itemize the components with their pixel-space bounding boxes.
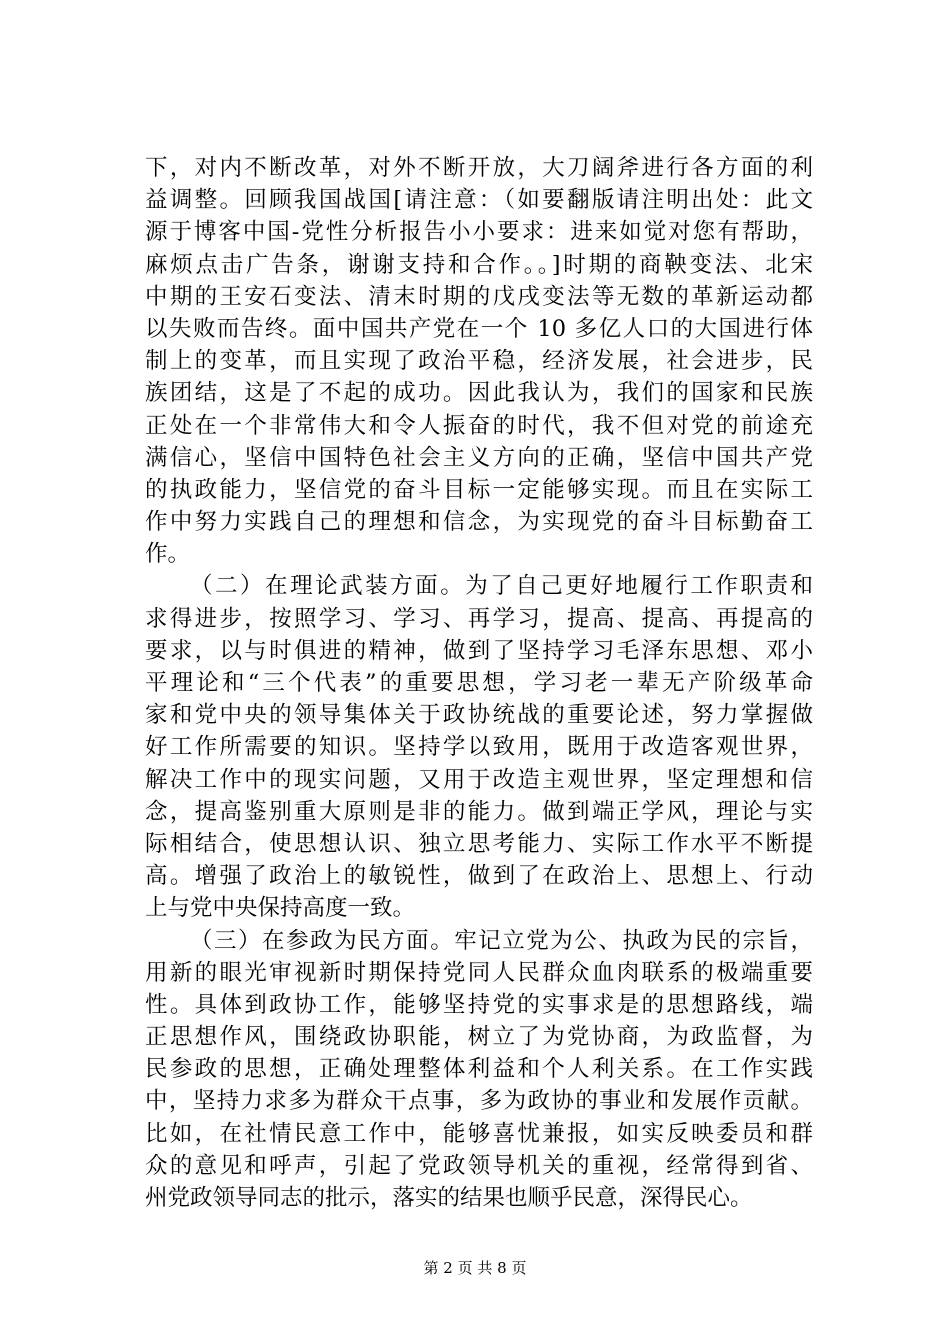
text-line: 念，提高鉴别重大原则是非的能力。做到端正学风，理论与实 (145, 798, 813, 825)
text-line: 用新的眼光审视新时期保持党同人民群众血肉联系的极端重要 (145, 959, 813, 986)
text-line: 中期的王安石变法、清末时期的戊戌变法等无数的革新运动都 (145, 283, 813, 310)
text-line: 求得进步，按照学习、学习、再学习，提高、提高、再提高的 (145, 605, 813, 632)
text-line: 制上的变革，而且实现了政治平稳，经济发展，社会进步，民 (145, 348, 813, 375)
text-line: 性。具体到政协工作，能够坚持党的实事求是的思想路线，端 (145, 991, 813, 1018)
text-line: 满信心，坚信中国特色社会主义方向的正确，坚信中国共产党 (145, 444, 813, 471)
text-line: 作。 (145, 541, 191, 568)
text-line: 高。增强了政治上的敏锐性，做到了在政治上、思想上、行动 (145, 863, 813, 890)
text-line: 源于博客中国-党性分析报告小小要求：进来如觉对您有帮助， (145, 219, 813, 246)
text-line: 下，对内不断改革，对外不断开放，大刀阔斧进行各方面的利 (145, 155, 813, 181)
text-line: 众的意见和呼声，引起了党政领导机关的重视，经常得到省、 (145, 1152, 813, 1179)
page-number-footer: 第 2 页 共 8 页 (423, 1259, 527, 1277)
text-line: 州党政领导同志的批示，落实的结果也顺乎民意，深得民心。 (145, 1185, 753, 1211)
text-line: 中，坚持力求多为群众干点事，多为政协的事业和发展作贡献。 (145, 1088, 813, 1115)
text-line: 麻烦点击广告条，谢谢支持和合作。。]时期的商鞅变法、北宋 (145, 251, 813, 278)
text-line: 的执政能力，坚信党的奋斗目标一定能够实现。而且在实际工 (145, 476, 813, 503)
text-line: （二）在理论武装方面。为了自己更好地履行工作职责和 (190, 573, 813, 600)
text-line: 益调整。回顾我国战国[请注意：（如要翻版请注明出处：此文 (145, 187, 813, 214)
text-line: 平理论和“三个代表”的重要思想，学习老一辈无产阶级革命 (145, 670, 813, 696)
text-line: 比如，在社情民意工作中，能够喜忧兼报，如实反映委员和群 (145, 1120, 813, 1147)
text-line: （三）在参政为民方面。牢记立党为公、执政为民的宗旨， (190, 927, 813, 954)
text-line: 正处在一个非常伟大和令人振奋的时代，我不但对党的前途充 (145, 412, 813, 439)
text-line: 解决工作中的现实问题，又用于改造主观世界，坚定理想和信 (145, 766, 813, 793)
document-body (145, 152, 813, 1214)
text-line: 要求，以与时俱进的精神，做到了坚持学习毛泽东思想、邓小 (145, 637, 813, 664)
text-line: 作中努力实践自己的理想和信念，为实现党的奋斗目标勤奋工 (145, 509, 813, 536)
text-line: 正思想作风，围绕政协职能，树立了为党协商，为政监督，为 (145, 1024, 813, 1051)
text-line: 民参政的思想，正确处理整体利益和个人利关系。在工作实践 (145, 1056, 813, 1083)
text-line: 上与党中央保持高度一致。 (145, 895, 416, 922)
text-line: 际相结合，使思想认识、独立思考能力、实际工作水平不断提 (145, 830, 813, 857)
text-line: 家和党中央的领导集体关于政协统战的重要论述，努力掌握做 (145, 702, 813, 729)
text-line: 以失败而告终。面中国共产党在一个 10 多亿人口的大国进行体 (145, 315, 813, 342)
text-line: 族团结，这是了不起的成功。因此我认为，我们的国家和民族 (145, 380, 813, 407)
text-line: 好工作所需要的知识。坚持学以致用，既用于改造客观世界， (145, 734, 813, 761)
